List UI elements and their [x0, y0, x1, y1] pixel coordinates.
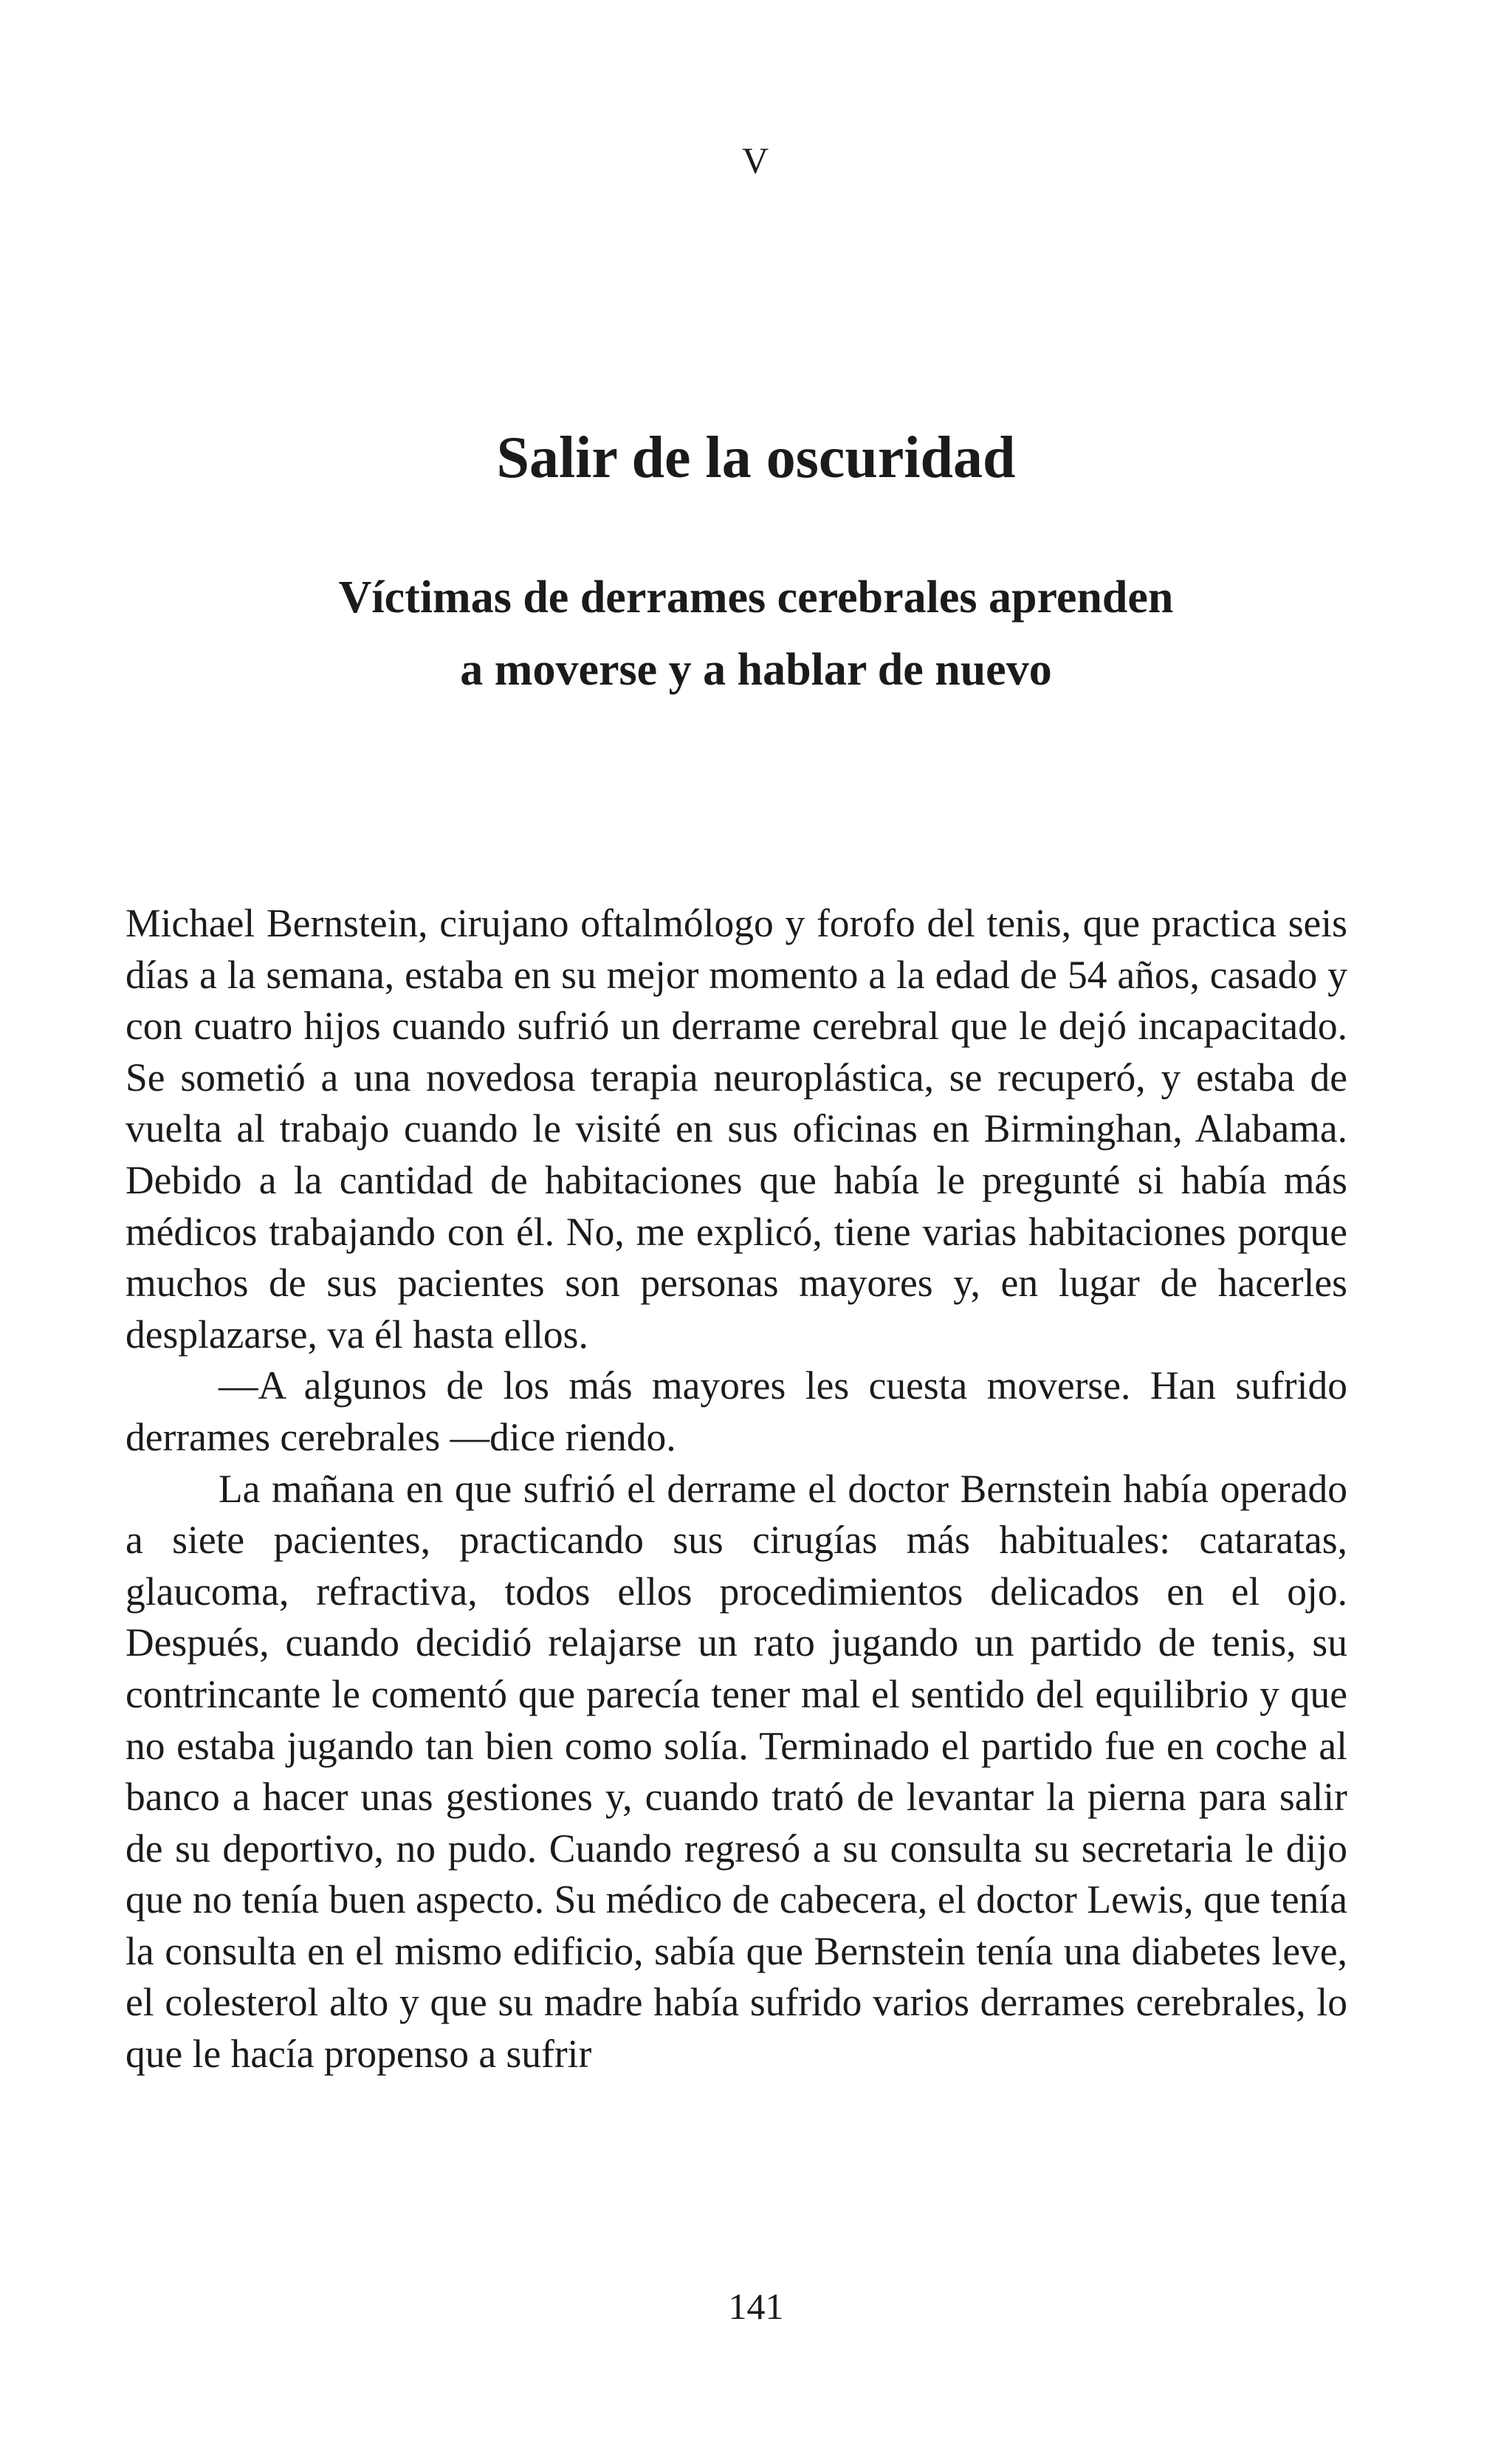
paragraph-1: Michael Bernstein, cirujano oftalmólogo y forofo del tenis, que practica seis días a la semana, estaba en su mejor momento a la edad de 54 años, casado y con cuatro hijos cuando sufrió un derrame cerebral que le dejó incapacitado. Se sometió a una novedosa terapia neuroplástica, se recuperó, y estaba de vuelta al trabajo cuando le visité en sus oficinas en Birminghan, Alabama. Debido a la cantidad de habitaciones que había le pregunté si había más médicos trabajando con él. No, me explicó, tiene varias habitaciones porque muchos de sus pacientes son personas mayores y, en lugar de hacerles desplazarse, va él hasta ellos.: [126, 901, 1347, 1357]
chapter-subtitle-line-1: Víctimas de derrames cerebrales aprenden: [338, 572, 1174, 623]
chapter-number: V: [741, 140, 771, 181]
page-number: 141: [728, 2286, 784, 2327]
chapter-subtitle-line-2: a moverse y a hablar de nuevo: [460, 645, 1052, 695]
paragraph-2: —A algunos de los más mayores les cuesta moverse. Han sufrido derrames cerebrales —dice riendo.: [126, 1363, 1347, 1459]
body-text: [126, 898, 1347, 2080]
paragraph-3: La mañana en que sufrió el derrame el doctor Bernstein había operado a siete pacientes, practicando sus cirugías más habituales: cataratas, glaucoma, refractiva, todos ellos procedimientos delicados en el ojo. Después, cuando decidió relajarse un rato jugando un partido de tenis, su contrincante le comentó que parecía tener mal el sentido del equilibrio y que no estaba jugando tan bien como solía. Terminado el partido fue en coche al banco a hacer unas gestiones y, cuando trató de levantar la pierna para salir de su deportivo, no pudo. Cuando regresó a su consulta su secretaria le dijo que no tenía buen aspecto. Su médico de cabecera, el doctor Lewis, que tenía la consulta en el mismo edificio, sabía que Bernstein tenía una diabetes leve, el colesterol alto y que su madre había sufrido varios derrames cerebrales, lo que le hacía propenso a sufrir: [126, 1466, 1347, 2077]
chapter-title: Salir de la oscuridad: [496, 425, 1016, 490]
chapter-subtitle: [133, 561, 1379, 706]
